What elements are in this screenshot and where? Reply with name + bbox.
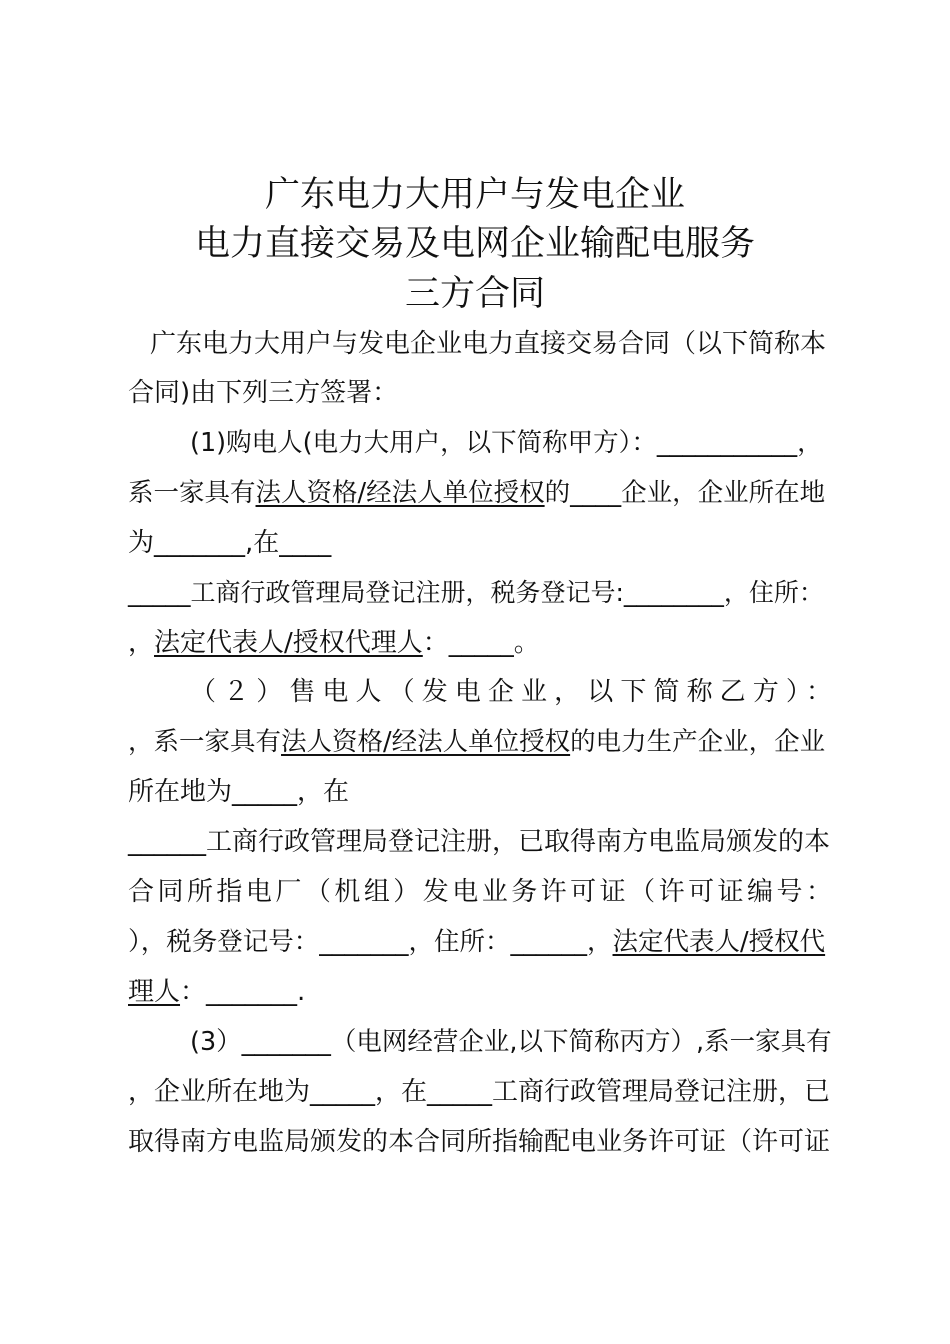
party1-line-1: (1)购电人(电力大用户，以下简称甲方）：___________，	[190, 428, 823, 458]
party3-line-1: (3）_______（电网经营企业,以下简称丙方）,系一家具有	[190, 1027, 832, 1057]
party1-line-4: _____工商行政管理局登记注册，税务登记号:________，住所：	[128, 578, 824, 607]
party1-line-5: ，法定代表人/授权代理人：_____。	[128, 628, 540, 658]
party2-line-5: 合同所指电厂（机组）发电业务许可证（许可证编号：	[128, 877, 832, 907]
party2-line-3: 所在地为_____，在	[128, 777, 350, 807]
party1-line-3: 为_______,在____	[128, 528, 332, 558]
representative-underlined: 理人	[128, 977, 181, 1007]
representative-underlined: 法定代表人/授权代	[612, 927, 826, 957]
representative-underlined: 法定代表人/授权代理人	[154, 628, 423, 658]
title-line-2: 电力直接交易及电网企业输配电服务	[194, 224, 755, 264]
party2-line-2: ，系一家具有法人资格/经法人单位授权的电力生产企业，企业	[128, 727, 826, 757]
intro-line-2: 合同)由下列三方签署：	[128, 378, 399, 408]
legal-status-underlined: 法人资格/经法人单位授权	[255, 478, 545, 508]
party2-line-6: ），税务登记号：_______，住所：______，法定代表人/授权代	[128, 927, 826, 957]
legal-status-underlined: 法人资格/经法人单位授权	[281, 727, 571, 757]
title-line-3: 三方合同	[404, 274, 545, 314]
party3-line-3: 取得南方电监局颁发的本合同所指输配电业务许可证（许可证	[128, 1127, 831, 1157]
intro-line-1: 广东电力大用户与发电企业电力直接交易合同（以下简称本	[150, 329, 827, 359]
party2-line-7: 理人：_______.	[128, 977, 306, 1007]
party2-line-4: ______工商行政管理局登记注册，已取得南方电监局颁发的本	[128, 827, 831, 857]
title-line-1: 广东电力大用户与发电企业	[264, 175, 685, 215]
party2-line-1: （２）售电人（发电企业，以下简称乙方）：	[190, 677, 832, 707]
party1-line-2: 系一家具有法人资格/经法人单位授权的____企业，企业所在地	[128, 478, 826, 508]
party3-line-2: ，企业所在地为_____，在_____工商行政管理局登记注册，已	[128, 1077, 831, 1107]
